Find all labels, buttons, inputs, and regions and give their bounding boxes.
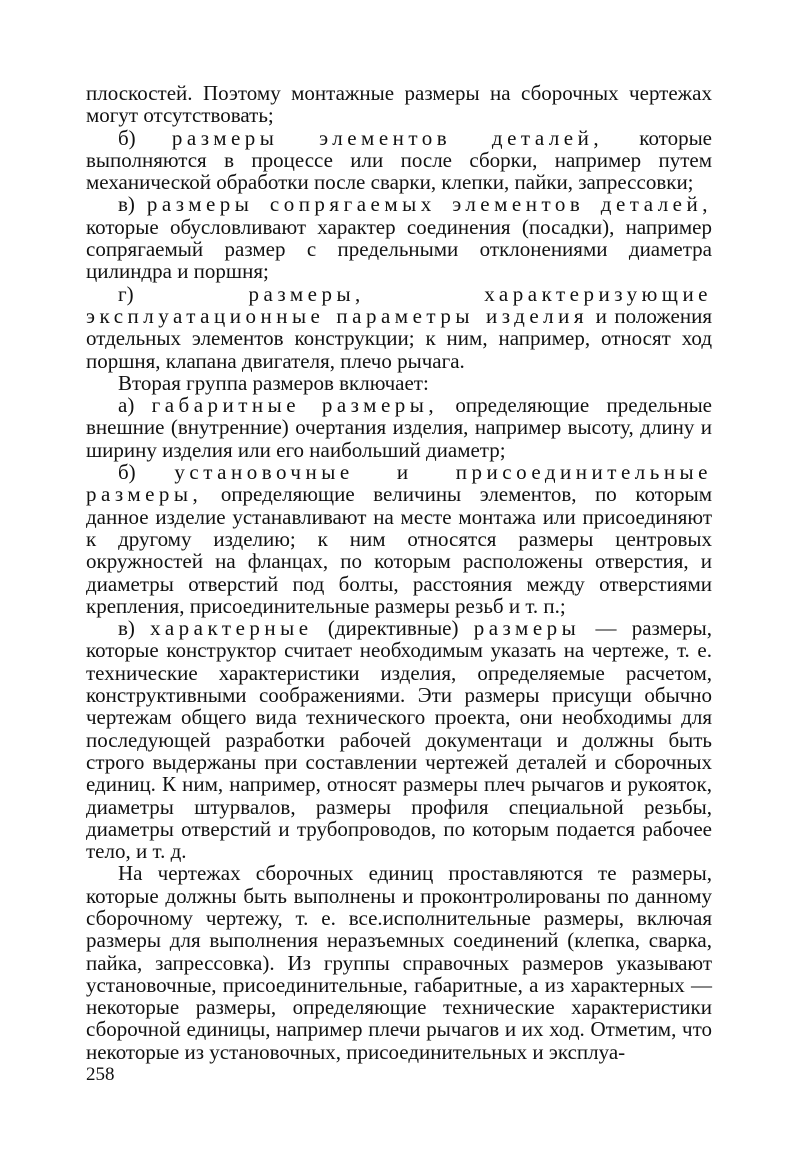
text-run: плоскостей. Поэтому монтажные размеры на сборочных чертежах могут отсутствовать; [86,81,712,128]
paragraph [86,127,712,194]
page-body [86,82,712,1063]
paragraph [86,283,712,372]
text-run: и положения отдельных элементов конструкции; к ним, например, относят ход поршня, клапана двигателя, плечо рычага. [86,303,712,373]
paragraph [86,193,712,282]
spaced-term: размеры [473,616,581,641]
paragraph [86,862,712,1063]
text-run: б) [118,125,172,150]
spaced-term: размеры элементов деталей, [171,125,604,150]
spaced-term: размеры сопрягаемых элементов деталей, [146,192,712,217]
spaced-term: установочные и присоединительные размеры, [86,460,712,507]
text-run: которые обусловливают характер соединения (посадки), например сопрягаемый размер с предельными отклонениями диаметра цилиндра и поршня; [86,214,712,284]
text-run: Вторая группа размеров включает: [118,370,429,395]
text-run: определяющие предельные внешние (внутренние) очертания изделия, например высоту, длину и ширину изделия или его наибольший диаметр; [86,393,712,462]
text-run: в) [118,192,147,217]
spaced-term: габаритные размеры, [151,393,439,418]
paragraph [86,394,712,461]
text-run: а) [118,393,152,418]
page-number: 258 [86,1064,115,1085]
text-run: определяющие величины элементов, по которым данное изделие устанавливают на месте монтажа или присоединяют к другому изделию; к ним относятся размеры центровых окружностей на фланцах, по которым расположены отверстия, и диаметры отверстий под болты, расстояния между отверстиями крепления, присоединительные размеры резьб и т. п.; [86,482,712,618]
paragraph [86,82,712,127]
text-run: На чертежах сборочных единиц проставляются те размеры, которые должны быть выполнены и проконтролированы по данному сборочному чертежу, т. е. все.исполнительные размеры, включая размеры для выполнения неразъемных соединений (клепка, сварка, пайка, запрессовка). Из группы справочных размеров указывают установочные, присоединительные, габаритные, а из характерных — некоторые размеры, определяющие технические характеристики сборочной единицы, например плечи рычагов и их ход. Отметим, что некоторые из установочных, присоединительных и эксплуа- [86,861,712,1064]
paragraph [86,461,712,617]
paragraph [86,617,712,862]
text-run: г) [118,281,249,306]
paragraph [86,372,712,394]
text-run: — размеры, которые конструктор считает необходимым указать на чертеже, т. е. технические характеристики изделия, определяемые расчетом, конструктивными соображениями. Эти размеры присущи обычно чертежам общего вида технического проекта, они необходимы для последующей разработки рабочей документаци и должны быть строго выдержаны при составлении чертежей деталей и сборочных единиц. К ним, например, относят размеры плеч рычагов и рукояток, диаметры штурвалов, размеры профиля специальной резьбы, диаметры отверстий и трубопроводов, по которым подается рабочее тело, и т. д. [86,616,712,864]
text-run: (директивные) [312,616,474,641]
text-run: которые выполняются в процессе или после сборки, например путем механической обработки после сварки, клепки, пайки, запрессовки; [86,125,712,195]
text-run: б) [118,460,175,485]
spaced-term: размеры, характеризующие эксплуатационные параметры изделия [86,281,713,328]
text-run: в) [118,616,151,641]
spaced-term: характерные [150,616,313,641]
